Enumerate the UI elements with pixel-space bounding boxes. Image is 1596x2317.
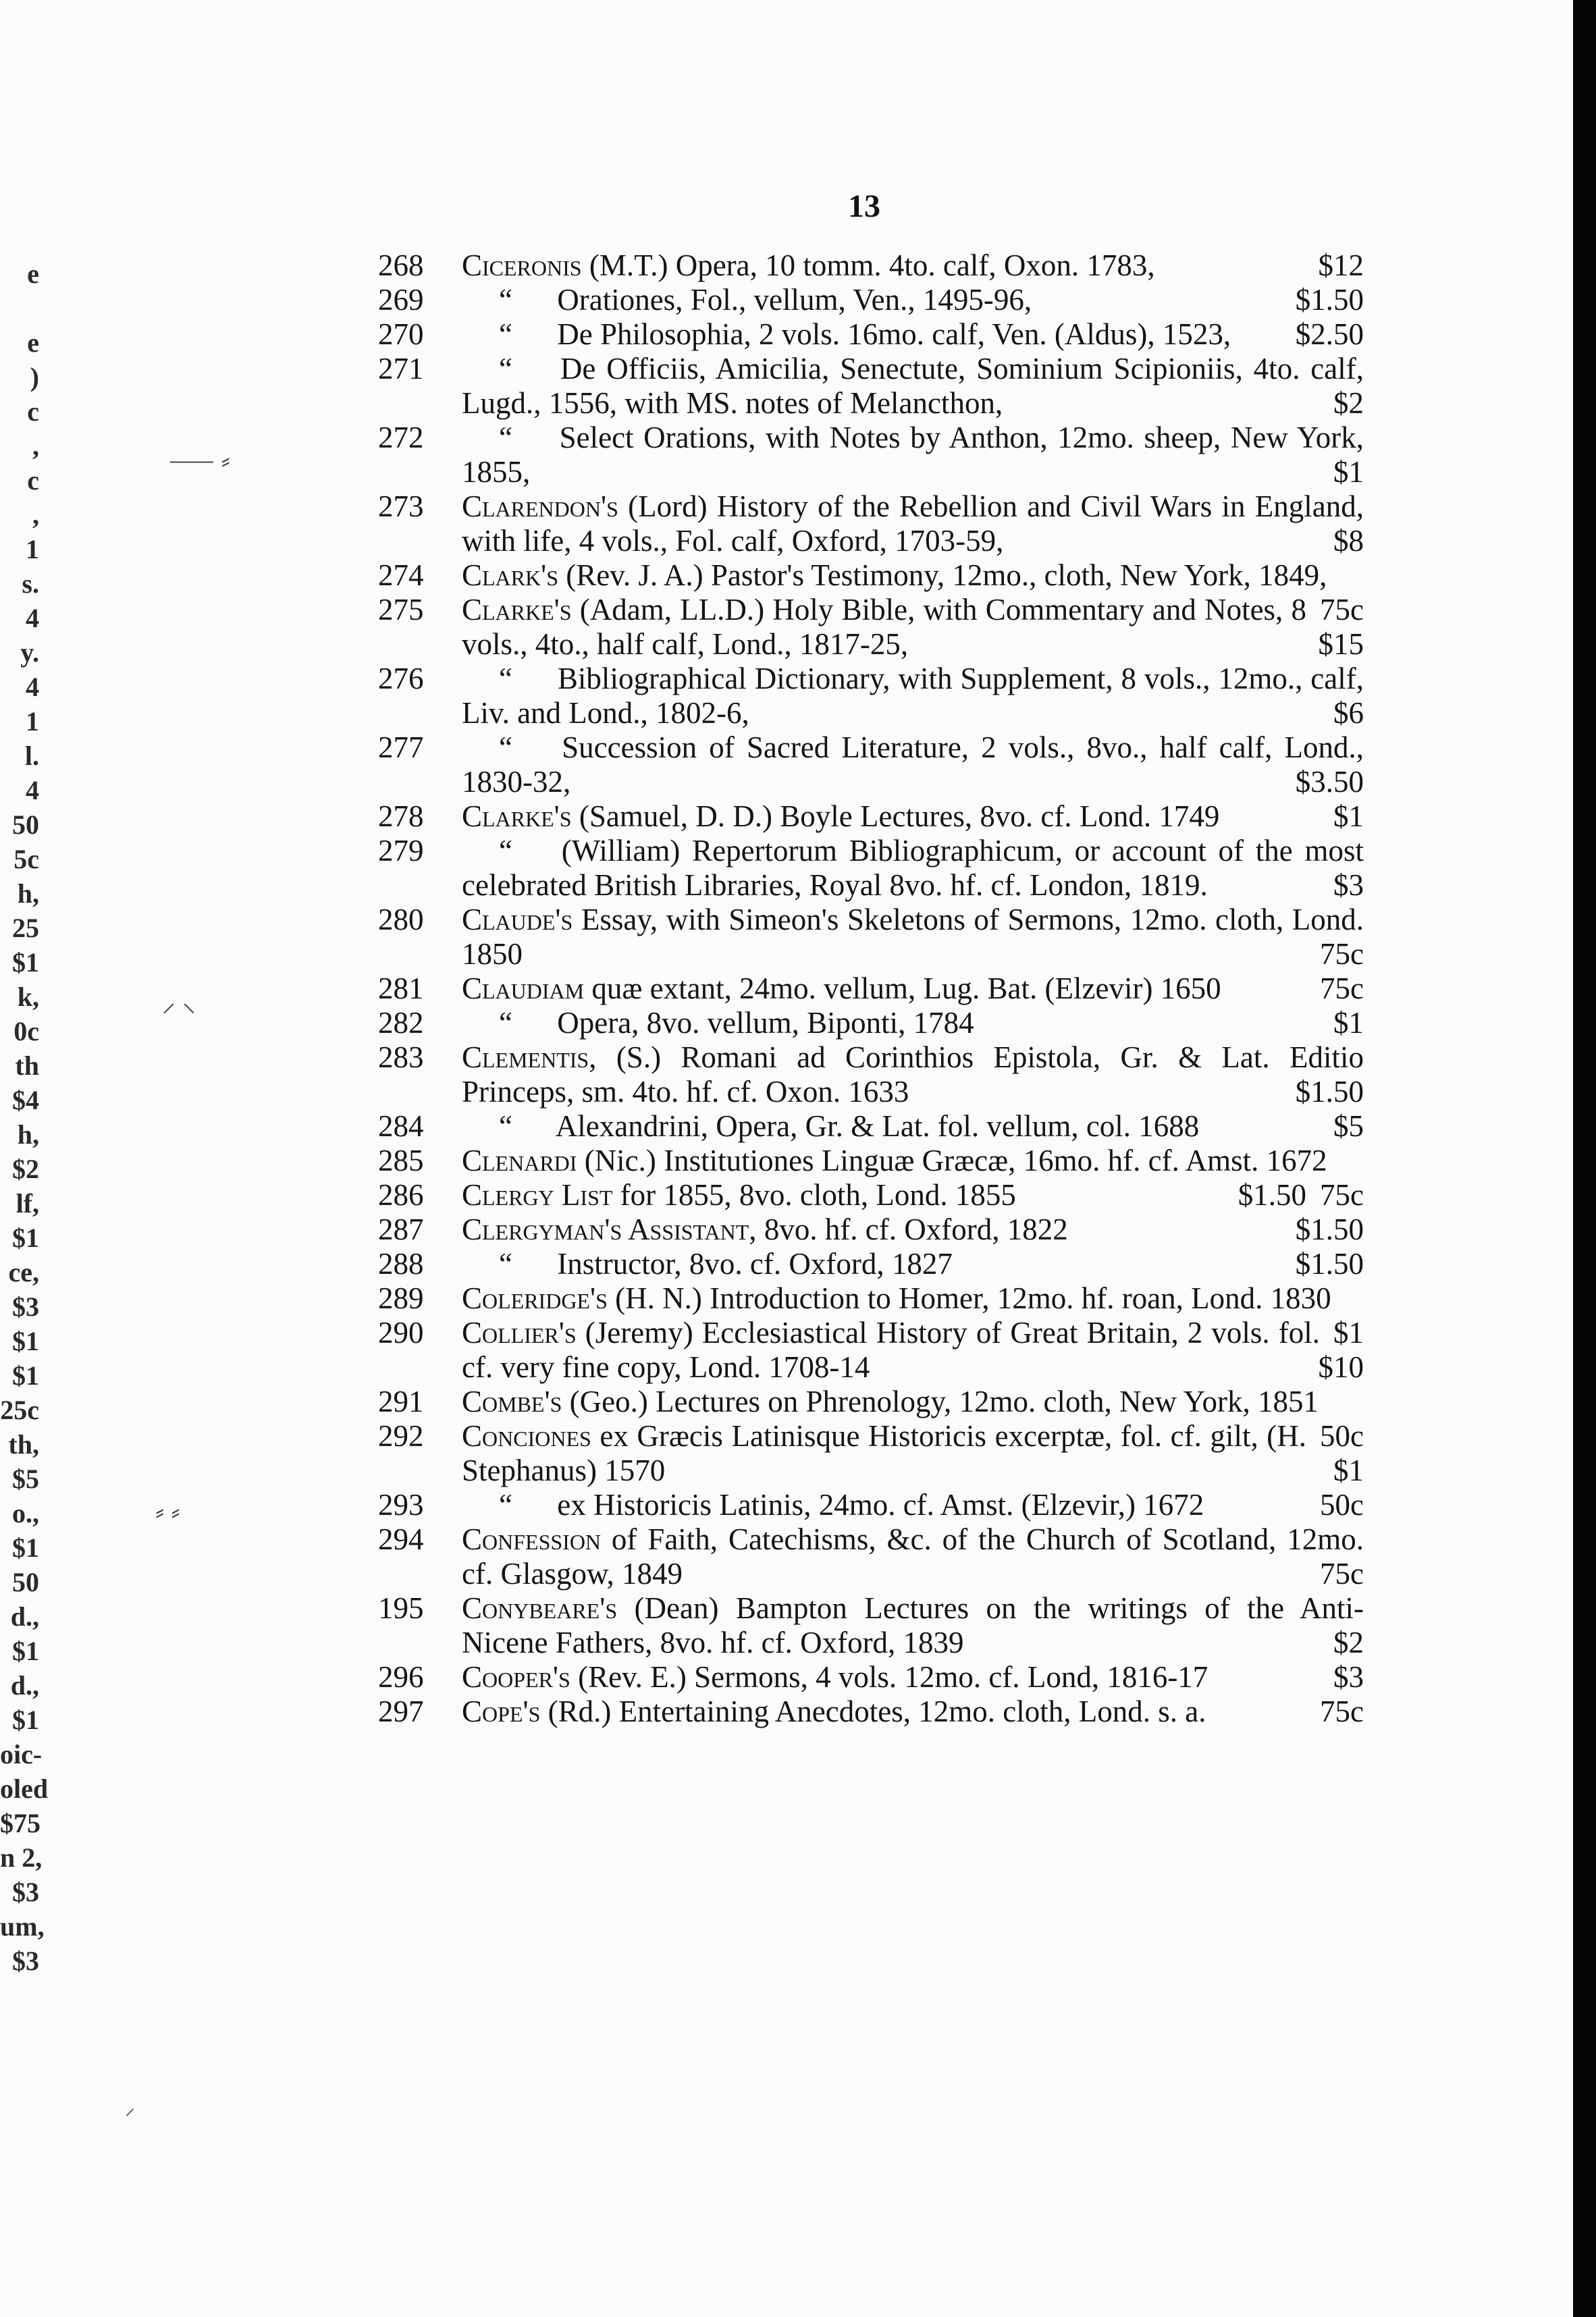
entry-description: De Officiis, Amicilia, Senectute, Sominium Scipioniis, 4to. calf, Lugd., 1556, with MS. notes of Melancthon, bbox=[462, 352, 1364, 420]
catalogue-entry bbox=[378, 1419, 1364, 1488]
bleed-line: c bbox=[27, 396, 39, 427]
bleed-line: $75 bbox=[0, 1808, 41, 1838]
entry-author: Clarke's bbox=[462, 593, 572, 627]
entry-number: 278 bbox=[378, 799, 424, 833]
bleed-line: oled bbox=[0, 1774, 49, 1804]
bleed-line: $3 bbox=[12, 1291, 39, 1322]
entry-price: 50c bbox=[1320, 1488, 1364, 1522]
left-margin-bleed-text bbox=[0, 257, 49, 1978]
entry-number: 271 bbox=[378, 352, 424, 385]
bleed-line: th, bbox=[8, 1429, 39, 1460]
entry-price: $2 bbox=[1333, 386, 1364, 420]
entry-price: $8 bbox=[1333, 524, 1364, 558]
entry-description: ex Græcis Latinisque Historicis excerptæ, fol. cf. gilt, (H. Stephanus) 1570 bbox=[462, 1419, 1307, 1487]
margin-mark: ⸝ bbox=[125, 2097, 135, 2119]
catalogue-entry bbox=[378, 1006, 1364, 1040]
entry-description: (Jeremy) Ecclesiastical History of Great Britain, 2 vols. fol. cf. very fine copy, Lond. 1708-14 bbox=[462, 1316, 1320, 1384]
catalogue-entry bbox=[378, 1109, 1364, 1144]
entry-description: (Dean) Bampton Lectures on the writings of the Anti-Nicene Fathers, 8vo. hf. cf. Oxford, 1839 bbox=[462, 1591, 1364, 1659]
entry-author: “ bbox=[499, 1247, 512, 1281]
entry-author: Claude's bbox=[462, 903, 573, 936]
catalogue-entry bbox=[378, 1522, 1364, 1591]
entry-description: (H. N.) Introduction to Homer, 12mo. hf. roan, Lond. 1830 bbox=[607, 1281, 1331, 1315]
entry-author: Ciceronis bbox=[462, 248, 582, 282]
bleed-line: o., bbox=[12, 1498, 39, 1528]
entry-author: Claudiam bbox=[462, 971, 585, 1005]
catalogue-entry bbox=[378, 1488, 1364, 1522]
catalogue-entry bbox=[378, 593, 1364, 662]
entry-price: 75c bbox=[1320, 593, 1364, 627]
bleed-line: d., bbox=[10, 1601, 39, 1632]
entry-price: $1.50 bbox=[1295, 1075, 1364, 1109]
entry-author: Collier's bbox=[462, 1316, 577, 1350]
catalogue-entry bbox=[378, 730, 1364, 799]
bleed-line: um, bbox=[0, 1911, 45, 1942]
entry-price: 75c bbox=[1320, 1695, 1364, 1728]
entry-description: (William) Repertorum Bibliographicum, or account of the most celebrated British Libraries, Royal 8vo. hf. cf. London, 1819. bbox=[462, 834, 1364, 902]
bleed-line bbox=[0, 291, 42, 325]
catalogue-entry bbox=[378, 971, 1364, 1006]
catalogue-entry bbox=[378, 662, 1364, 730]
bleed-line: ce, bbox=[8, 1257, 39, 1287]
entry-price: $15 bbox=[1318, 627, 1364, 661]
entry-price: $3.50 bbox=[1295, 765, 1364, 799]
bleed-line: $4 bbox=[12, 1085, 39, 1115]
entry-number: 281 bbox=[378, 971, 424, 1005]
entry-price: $1 bbox=[1333, 455, 1364, 489]
entry-number: 284 bbox=[378, 1109, 424, 1143]
entry-number: 288 bbox=[378, 1247, 424, 1281]
entry-number: 296 bbox=[378, 1660, 424, 1694]
entry-author: “ bbox=[499, 1488, 512, 1522]
bleed-line: 50 bbox=[12, 1567, 39, 1597]
entry-price: $1.50 bbox=[1238, 1178, 1307, 1212]
entry-author: “ bbox=[499, 317, 512, 351]
catalogue-entry bbox=[378, 799, 1364, 834]
bleed-line: 1 bbox=[26, 706, 39, 737]
bleed-line: oic- bbox=[0, 1739, 43, 1769]
entry-description: (Rev. E.) Sermons, 4 vols. 12mo. cf. Lond, 1816-17 bbox=[570, 1660, 1208, 1694]
margin-mark: ⸺ ⸗ bbox=[169, 445, 231, 475]
catalogue-entry bbox=[378, 489, 1364, 558]
entry-author: “ bbox=[499, 352, 512, 385]
entry-price: $6 bbox=[1333, 696, 1364, 730]
entry-description: De Philosophia, 2 vols. 16mo. calf, Ven. (Aldus), 1523, bbox=[550, 317, 1231, 351]
entry-price: $1 bbox=[1333, 1006, 1364, 1040]
bleed-line: ) bbox=[30, 362, 39, 392]
bleed-line: $3 bbox=[12, 1877, 39, 1907]
bleed-line: h, bbox=[17, 878, 39, 909]
bleed-line: l. bbox=[24, 741, 39, 771]
entry-number: 270 bbox=[378, 317, 424, 351]
catalogue-entry bbox=[378, 421, 1364, 489]
bleed-line: $3 bbox=[12, 1946, 39, 1976]
entry-description: Bibliographical Dictionary, with Supplement, 8 vols., 12mo., calf, Liv. and Lond., 1802-6, bbox=[462, 662, 1364, 730]
entry-description: quæ extant, 24mo. vellum, Lug. Bat. (Elzevir) 1650 bbox=[584, 971, 1221, 1005]
entry-author: Clementis, bbox=[462, 1040, 597, 1074]
entry-description: for 1855, 8vo. cloth, Lond. 1855 bbox=[612, 1178, 1016, 1212]
entry-price: $5 bbox=[1333, 1109, 1364, 1143]
bleed-line: 4 bbox=[26, 775, 39, 805]
entry-description: Succession of Sacred Literature, 2 vols., 8vo., half calf, Lond., 1830-32, bbox=[462, 730, 1364, 799]
entry-description: (Rd.) Entertaining Anecdotes, 12mo. cloth, Lond. s. a. bbox=[540, 1695, 1206, 1728]
entry-number: 274 bbox=[378, 558, 424, 592]
bleed-line: $1 bbox=[12, 1326, 39, 1356]
entry-description: (Geo.) Lectures on Phrenology, 12mo. cloth, New York, 1851 bbox=[562, 1385, 1319, 1418]
bleed-line: 25 bbox=[12, 913, 39, 943]
entry-price: $2.50 bbox=[1295, 317, 1364, 351]
bleed-line: y. bbox=[20, 637, 39, 668]
bleed-line: 0c bbox=[14, 1016, 39, 1046]
bleed-line: , bbox=[32, 431, 39, 461]
catalogue-entry bbox=[378, 1591, 1364, 1660]
catalogue-entry bbox=[378, 903, 1364, 971]
catalogue-entry bbox=[378, 1040, 1364, 1109]
entry-number: 293 bbox=[378, 1488, 424, 1522]
entry-price: $1.50 bbox=[1295, 283, 1364, 317]
entry-number: 276 bbox=[378, 662, 424, 695]
entry-author: “ bbox=[499, 1006, 512, 1040]
bleed-line: c bbox=[27, 465, 39, 496]
entry-description: (Rev. J. A.) Pastor's Testimony, 12mo., cloth, New York, 1849, bbox=[558, 558, 1327, 592]
entry-number: 290 bbox=[378, 1316, 424, 1350]
entry-number: 280 bbox=[378, 903, 424, 936]
entry-number: 283 bbox=[378, 1040, 424, 1074]
entry-author: “ bbox=[499, 421, 512, 454]
catalogue-entry bbox=[378, 1247, 1364, 1281]
entry-description: ex Historicis Latinis, 24mo. cf. Amst. (Elzevir,) 1672 bbox=[550, 1488, 1204, 1522]
entry-author: Coleridge's bbox=[462, 1281, 608, 1315]
entry-price: $3 bbox=[1333, 868, 1364, 902]
bleed-line: 4 bbox=[26, 672, 39, 702]
entry-author: Conciones bbox=[462, 1419, 591, 1453]
entry-number: 297 bbox=[378, 1695, 424, 1728]
entry-description: (Nic.) Institutiones Linguæ Græcæ, 16mo. hf. cf. Amst. 1672 bbox=[577, 1144, 1327, 1177]
entry-author: Clergyman's Assistant, bbox=[462, 1213, 757, 1246]
bleed-line: $1 bbox=[12, 1223, 39, 1253]
bleed-line: $5 bbox=[12, 1464, 39, 1494]
entry-number: 287 bbox=[378, 1213, 424, 1246]
entry-number: 282 bbox=[378, 1006, 424, 1040]
entry-description: of Faith, Catechisms, &c. of the Church of Scotland, 12mo. cf. Glasgow, 1849 bbox=[462, 1522, 1364, 1591]
catalogue-entry bbox=[378, 1178, 1364, 1213]
entry-number: 285 bbox=[378, 1144, 424, 1177]
entry-number: 289 bbox=[378, 1281, 424, 1315]
entry-number: 272 bbox=[378, 421, 424, 454]
entry-description: (M.T.) Opera, 10 tomm. 4to. calf, Oxon. 1783, bbox=[581, 248, 1155, 282]
entry-description: Instructor, 8vo. cf. Oxford, 1827 bbox=[550, 1247, 953, 1281]
entry-price: 75c bbox=[1320, 937, 1364, 971]
entry-description: (Samuel, D. D.) Boyle Lectures, 8vo. cf. Lond. 1749 bbox=[571, 799, 1220, 833]
entry-description: Alexandrini, Opera, Gr. & Lat. fol. vellum, col. 1688 bbox=[550, 1109, 1200, 1143]
bleed-line: $1 bbox=[12, 947, 39, 978]
entry-number: 277 bbox=[378, 730, 424, 764]
entry-price: $2 bbox=[1333, 1626, 1364, 1659]
entry-price: 75c bbox=[1320, 1178, 1364, 1212]
entry-price: 75c bbox=[1320, 1557, 1364, 1591]
entry-number: 292 bbox=[378, 1419, 424, 1453]
entry-price: 75c bbox=[1320, 971, 1364, 1005]
entry-price: $1.50 bbox=[1295, 1213, 1364, 1246]
entry-description: (Lord) History of the Rebellion and Civil Wars in England, with life, 4 vols., Fol. calf, Oxford, 1703-59, bbox=[462, 489, 1364, 558]
entry-author: “ bbox=[499, 834, 512, 868]
bleed-line: $1 bbox=[12, 1360, 39, 1391]
bleed-line: 1 bbox=[26, 534, 39, 564]
catalogue-entry bbox=[378, 248, 1364, 283]
bleed-line: th bbox=[15, 1050, 39, 1081]
bleed-line: $2 bbox=[12, 1154, 39, 1184]
bleed-line: k, bbox=[17, 982, 39, 1012]
entry-author: “ bbox=[499, 730, 512, 764]
entry-author: Combe's bbox=[462, 1385, 562, 1418]
entry-price: $1 bbox=[1333, 799, 1364, 833]
entry-price: 50c bbox=[1320, 1419, 1364, 1453]
entry-number: 195 bbox=[378, 1591, 424, 1625]
bleed-line: 5c bbox=[14, 844, 39, 874]
entry-price: $12 bbox=[1318, 248, 1364, 282]
bleed-line: lf, bbox=[16, 1188, 39, 1219]
catalogue-entry bbox=[378, 317, 1364, 352]
entry-number: 275 bbox=[378, 593, 424, 627]
catalogue-entry bbox=[378, 1213, 1364, 1247]
bleed-line: d., bbox=[10, 1670, 39, 1701]
catalogue-entry bbox=[378, 834, 1364, 903]
bleed-line: 4 bbox=[26, 603, 39, 633]
entry-author: Conybeare's bbox=[462, 1591, 618, 1625]
entry-number: 268 bbox=[378, 248, 424, 282]
entry-author: Clark's bbox=[462, 558, 559, 592]
entry-description: 8vo. hf. cf. Oxford, 1822 bbox=[756, 1213, 1068, 1246]
bleed-line: e bbox=[27, 327, 39, 358]
entry-description: Orationes, Fol., vellum, Ven., 1495-96, bbox=[550, 283, 1032, 317]
catalogue-entries bbox=[378, 248, 1364, 1729]
scan-edge bbox=[1573, 0, 1596, 2317]
entry-author: “ bbox=[499, 283, 512, 317]
entry-author: Clarendon's bbox=[462, 489, 618, 523]
bleed-line: n 2, bbox=[0, 1842, 43, 1873]
entry-number: 291 bbox=[378, 1385, 424, 1418]
catalogue-entry bbox=[378, 1660, 1364, 1695]
bleed-line: h, bbox=[17, 1119, 39, 1150]
entry-author: Clenardi bbox=[462, 1144, 577, 1177]
entry-author: “ bbox=[499, 662, 512, 695]
entry-author: Clergy List bbox=[462, 1178, 613, 1212]
entry-number: 294 bbox=[378, 1522, 424, 1556]
catalogue-entry bbox=[378, 1316, 1364, 1385]
entry-description: (Adam, LL.D.) Holy Bible, with Commentary and Notes, 8 vols., 4to., half calf, Lond., 1817-25, bbox=[462, 593, 1307, 661]
page-number: 13 bbox=[848, 188, 880, 224]
bleed-line: $1 bbox=[12, 1533, 39, 1563]
entry-author: Clarke's bbox=[462, 799, 572, 833]
bleed-line: , bbox=[32, 500, 39, 530]
entry-price: $3 bbox=[1333, 1660, 1364, 1694]
entry-author: Cooper's bbox=[462, 1660, 570, 1694]
entry-description: Essay, with Simeon's Skeletons of Sermons, 12mo. cloth, Lond. 1850 bbox=[462, 903, 1364, 971]
bleed-line: s. bbox=[22, 568, 39, 599]
bleed-line: e bbox=[27, 259, 39, 289]
entry-number: 286 bbox=[378, 1178, 424, 1212]
bleed-line: $1 bbox=[12, 1636, 39, 1666]
entry-description: Opera, 8vo. vellum, Biponti, 1784 bbox=[550, 1006, 974, 1040]
bleed-line: 25c bbox=[0, 1395, 39, 1425]
entry-price: $1 bbox=[1333, 1316, 1364, 1350]
entry-description: (S.) Romani ad Corinthios Epistola, Gr. & Lat. Editio Princeps, sm. 4to. hf. cf. Oxon. 1633 bbox=[462, 1040, 1364, 1109]
entry-number: 279 bbox=[378, 834, 424, 868]
margin-mark: ⸗ ⸗ bbox=[155, 1496, 180, 1526]
entry-price: $1 bbox=[1333, 1454, 1364, 1487]
margin-mark: ⸝ ⸜ bbox=[162, 987, 196, 1017]
entry-description: Select Orations, with Notes by Anthon, 12mo. sheep, New York, 1855, bbox=[462, 421, 1364, 489]
catalogue-entry bbox=[378, 352, 1364, 421]
catalogue-entry bbox=[378, 1695, 1364, 1729]
entry-number: 269 bbox=[378, 283, 424, 317]
entry-number: 273 bbox=[378, 489, 424, 523]
entry-author: Confession bbox=[462, 1522, 602, 1556]
entry-price: $1.50 bbox=[1295, 1247, 1364, 1281]
bleed-line: 50 bbox=[12, 809, 39, 840]
catalogue-entry bbox=[378, 283, 1364, 317]
entry-author: Cope's bbox=[462, 1695, 541, 1728]
entry-author: “ bbox=[499, 1109, 512, 1143]
bleed-line: $1 bbox=[12, 1705, 39, 1735]
entry-price: $10 bbox=[1318, 1350, 1364, 1384]
